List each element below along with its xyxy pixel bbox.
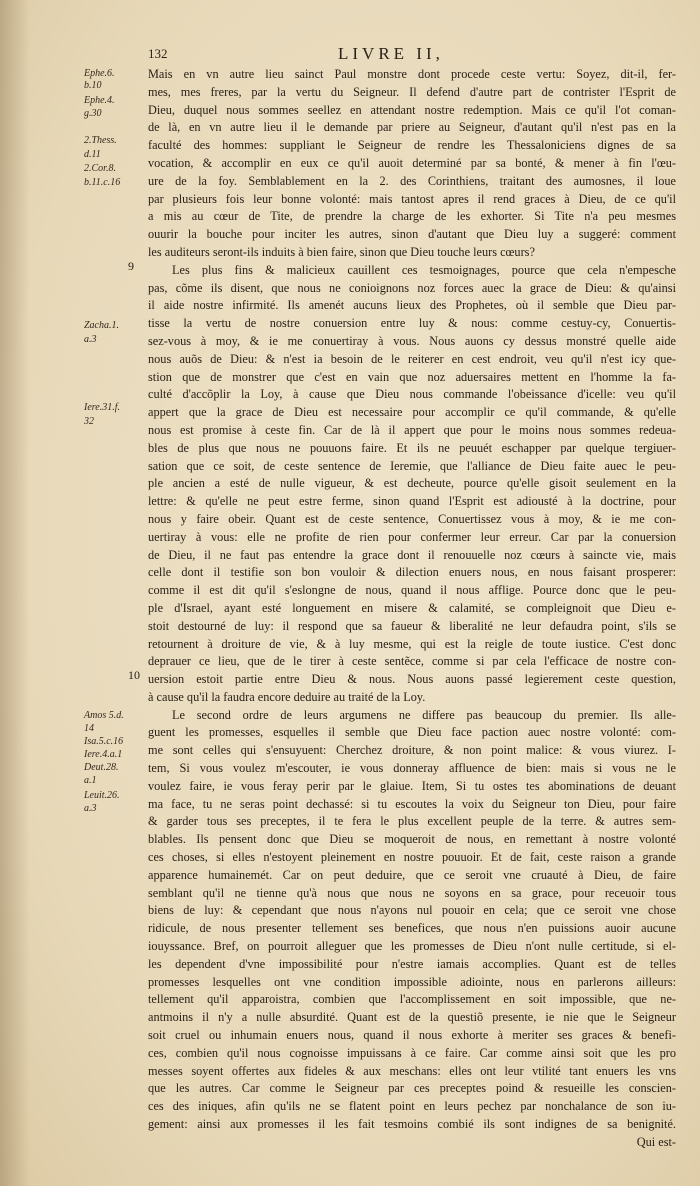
margin-note: Ephe.6.	[84, 68, 115, 79]
text-line: mes, mes freres, par la vertu du Seigneur. Il defend d'autre part de contrister l'Esprit de	[148, 84, 676, 99]
text-line: Les plus fins & malicieux cauillent ces tesmoignages, pource que cela n'empesche	[172, 262, 676, 277]
gutter-shadow	[0, 0, 30, 1186]
margin-note: Leuit.26.	[84, 790, 120, 801]
text-line: promesses lesquelles ont vne condition impossible adiointe, nous en parlerons ailleurs:	[148, 974, 676, 989]
text-line: uertiray à vous: elle ne profite de rien pour confermer leur erreur. Car par la conuersion	[148, 529, 676, 544]
margin-note: a.3	[84, 803, 97, 814]
text-line: soit cruel ou inhumain enuers nous, quand il nous exhorte à meriter ses graces & benefi-	[148, 1028, 676, 1043]
page-number: 132	[148, 46, 168, 61]
text-line: bles de plus que nous ne pouuons faire. Et ils ne peuuét eschapper par quelque tergiuer-	[148, 440, 676, 455]
text-line: appert que la grace de Dieu est necessaire pour accomplir ce qu'il commande, & qu'elle	[148, 405, 676, 420]
text-line: Le second ordre de leurs argumens ne differe pas beaucoup du premier. Ils alle-	[172, 707, 676, 722]
text-line: pas, cõme ils disent, que nous ne conioignons noz forces auec la grace de Dieu: & qu'ainsi	[148, 280, 676, 295]
margin-note: a.3	[84, 334, 97, 345]
text-line: semblant qu'il ne tienne qu'à nous que nous ne soyons en sa grace, pour receuoir tous	[148, 885, 676, 900]
text-line: deprauer ce lieu, que de le tirer à ceste sentẽce, comme si par cela l'efficace de nostre con-	[148, 654, 676, 669]
text-line: par plusieurs fois leur bonne volonté: mais tantost apres il rend graces à Dieu, de ce qu'il	[148, 191, 676, 206]
running-head: LIVRE II,	[338, 44, 444, 63]
text-line: stion que de monstrer que c'est en vain que noz aduersaires mettent en l'homme la fa-	[148, 369, 676, 384]
text-line: stoit destourné de luy: il respond que sa faueur & liberalité ne leur defaudra point, s'ils se	[148, 618, 676, 633]
text-line: retournent à droiture de vie, & à luy mesme, qui est la reigle de toute iustice. C'est donc	[148, 636, 676, 651]
margin-note: Isa.5.c.16	[84, 736, 124, 747]
text-line: & garder tous ses preceptes, il te fera le plus excellent peuple de la terre. & autres sem-	[148, 814, 676, 829]
text-line: tem, Si vous voulez m'escouter, ie vous donneray affluence de bien: mais si vous ne le	[148, 761, 676, 776]
text-line: vocation, & accomplir en eux ce qu'il auoit determiné par sa bonté, & mener à fin l'œu-	[148, 155, 676, 170]
margin-note: Iere.31.f.	[84, 402, 121, 413]
text-line: tisse la vertu de nostre conuersion entre luy & nous: comme cestuy-cy, Conuertis-	[148, 316, 676, 331]
margin-note: 14	[84, 723, 94, 734]
margin-note: Deut.28.	[84, 762, 119, 773]
text-line: Mais en vn autre lieu sainct Paul monstre dont procede ceste vertu: Soyez, dit-il, fer-	[148, 67, 676, 81]
margin-note: 2.Cor.8.	[84, 163, 116, 174]
margin-note: b.10	[84, 80, 102, 91]
text-line: gement: ainsi aux promesses il les fait tesmoins combié ils sont indignes de sa benignité.	[148, 1117, 676, 1132]
text-line: ure de la foy. Semblablement en la 2. des Corinthiens, traitant des aumosnes, il loue	[148, 173, 676, 188]
text-line: ridicule, de nous presenter tellement ses benefices, que nous n'en puissions auoir aucune	[148, 921, 676, 936]
text-line: de là, en vn autre lieu il le demande par priere au Seigneur, d'autant qu'il n'est pas en la	[148, 120, 676, 135]
text-line: apparence humainemét. Car on peut deduire, que ce seroit vne cruauté à Dieu, de faire	[148, 867, 676, 882]
text-line: antmoins il n'y a nulle absurdité. Quant est de la questiõ presente, ie nie que le Seigneur	[148, 1010, 676, 1025]
text-line: me sont celles qui s'ensuyuent: Cherchez droiture, & non point malice: & vous viurez. I-	[148, 743, 676, 758]
text-line: ple d'Israel, ayant esté longuement en misere & calamité, se compleignoit que Dieu e-	[148, 600, 676, 615]
catchword: Qui est-	[636, 1134, 676, 1149]
text-line: culté d'accõplir la Loy, à cause que Dieu nous commande l'obeissance d'icelle: veu qu'il	[148, 387, 676, 402]
text-line: blables. Ils pensent donc que Dieu se moqueroit de nous, en remettant à nostre volonté	[148, 832, 676, 847]
text-line: messes soyent offertes aux fideles & aux meschans: elles ont leur vtilité tant enuers les vns	[148, 1063, 676, 1078]
margin-note: Iere.4.a.1	[84, 749, 123, 760]
text-line: de Dieu, il ne faut pas entendre la grace dont il renouuelle noz cœurs à saincte vie, mais	[148, 547, 676, 562]
margin-note: Amos 5.d.	[84, 710, 124, 721]
text-line: a mis au cœur de Tite, de prendre la charge de les exhorter. Si Tite n'a peu mesmes	[148, 209, 676, 224]
text-line: ces choses, si elles n'estoyent pleinement en nostre pouuoir. Et de fait, ceste raison a grande	[148, 850, 676, 865]
page-header	[148, 44, 668, 64]
margin-note: 32	[84, 416, 94, 427]
text-line: les dependent d'vne impossibilité pour n'estre iamais accomplies. Quant est de telles	[148, 956, 676, 971]
margin-note: b.11.c.16	[84, 177, 121, 188]
margin-note: 2.Thess.	[84, 135, 117, 146]
margin-note: Zacha.1.	[84, 320, 119, 331]
text-line: ouurir la bouche pour inciter les autres, sinon d'autant que Dieu luy a suggeré: comment	[148, 227, 676, 242]
text-line: nous est promise à ceste fin. Car de là il appert que pour le moins nous sommes redeua-	[148, 422, 676, 437]
text-line: sez-vous à moy, & ie me conuertiray à vous. Nous auons cy dessus monstré quelle aide	[148, 333, 676, 348]
margin-note: a.1	[84, 775, 97, 786]
text-line: voulez faire, ie vous feray perir par le glaiue. Item, Si tu ostes tes abominations de deuant	[148, 778, 676, 793]
text-line: ma face, tu ne seras point dechassé: si tu escoutes la voix du Seigneur ton Dieu, pour faire	[148, 796, 676, 811]
text-line: ces, combien qu'il nous cognoisse impuissans à ce faire. Car comme ainsi soit que les pro	[148, 1045, 676, 1060]
text-line: iouyssance. Bref, on pourroit alleguer que les promesses de Dieu n'ont nulle certitude, si el-	[148, 939, 676, 954]
text-line: il aide nostre infirmité. Ils amenét aucuns lieux des Prophetes, où il semble que Dieu par-	[148, 298, 676, 313]
margin-note: d.11	[84, 149, 101, 160]
text-line: celle dont il testifie son bon vouloir & dilection enuers nous, en nous faisant prosperer:	[148, 565, 676, 580]
text-line: ces des iniques, afin qu'ils ne se flatent point en leurs pechez par nonchalance de son iu-	[148, 1099, 676, 1114]
margin-note: g.30	[84, 108, 102, 119]
text-line: sation que ce soit, de ceste sentence de Ieremie, que l'alliance de Dieu faite auec le peu-	[148, 458, 676, 473]
text-line: à cause qu'il la faudra encore deduire au traité de la Loy.	[148, 689, 426, 704]
text-line: Dieu, duquel nous sommes seellez en attendant nostre redemption. Mais ce qu'il l'ot coman-	[148, 102, 676, 117]
paragraph-number: 10	[128, 668, 140, 682]
text-line: tellement qu'il apparoistra, combien que l'accomplissement en soit impossible, que ne-	[148, 992, 676, 1007]
text-line: nous y faire obeir. Quant est de ceste sentence, Conuertissez vous à moy, & ie me con-	[148, 511, 676, 526]
text-line: guent les promesses, esquelles il semble que Dieu face paction auec nostre volonté: com-	[148, 725, 676, 740]
text-line: nous auõs de Dieu: & n'est ia besoin de le reiterer en cest endroit, veu qu'il n'est icy que-	[148, 351, 676, 366]
text-line: faculté des hommes: suppliant le Seigneur de rendre les Thessaloniciens dignes de sa	[148, 138, 676, 153]
text-line: ple ancien a esté de nulle vigueur, & est decheute, pource qu'elle gisoit seulement en la	[148, 476, 676, 491]
body-text	[148, 66, 676, 1152]
text-line: biens de luy: & cependant que nous n'ayons nul pouoir en cela; que ce seroit vne chose	[148, 903, 676, 918]
text-line: comme il est dit qu'il s'eslongne de nous, quand il nous afflige. Pource donc que le peu-	[148, 583, 676, 598]
text-line: uersion estoit partie entre Dieu & nous. Nous auons passé legierement ceste question,	[148, 672, 676, 687]
margin-note: Ephe.4.	[84, 95, 115, 106]
text-line: lettre: & qu'elle ne peut estre ferme, sinon quand l'Esprit est adiousté à la doctrine, pour	[148, 494, 676, 509]
text-line: que les autres. Car comme le Seigneur par ces preceptes poind & resueille les conscien-	[148, 1081, 676, 1096]
paragraph-number: 9	[128, 259, 134, 273]
text-line: les auditeurs seront-ils induits à bien faire, sinon que Dieu touche leurs cœurs?	[148, 244, 535, 259]
